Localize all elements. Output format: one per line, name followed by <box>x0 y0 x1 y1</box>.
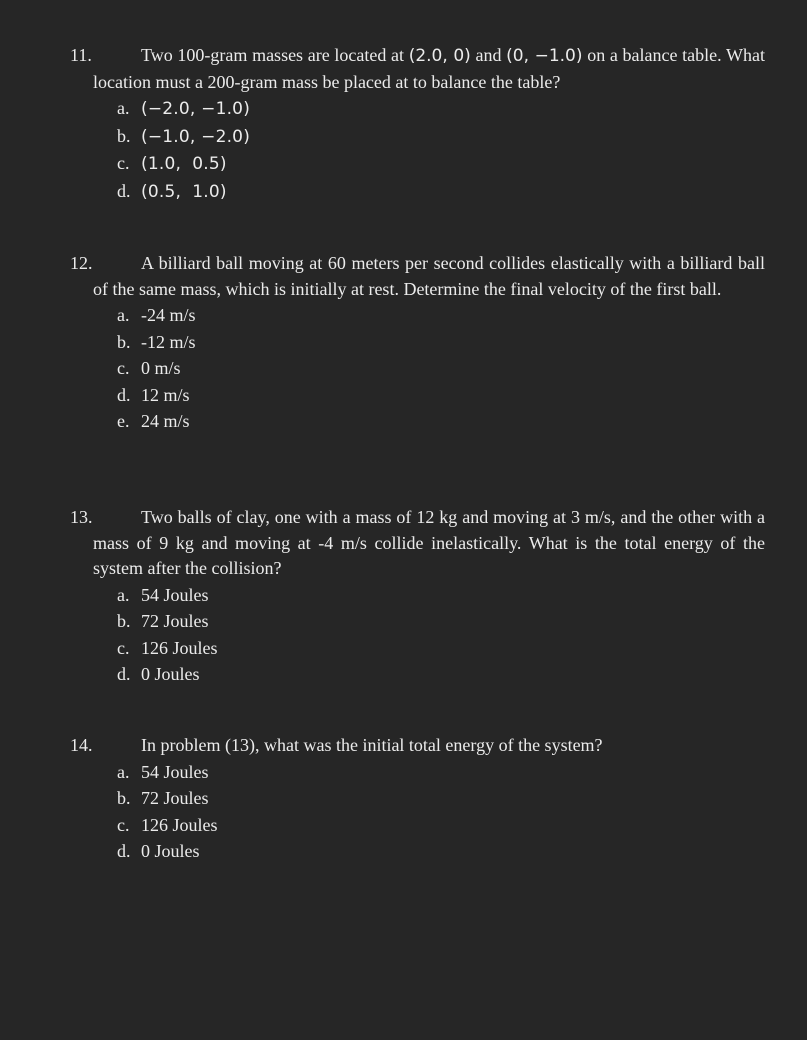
choice-letter: a. <box>117 584 130 605</box>
answer-choice-a <box>117 95 765 123</box>
choice-letter: d. <box>117 384 131 405</box>
answer-choice-c <box>117 355 765 382</box>
choice-text: 72 Joules <box>141 788 209 808</box>
choice-letter: a. <box>117 98 130 118</box>
question-text <box>70 251 765 302</box>
question-body: Two balls of clay, one with a mass of 12 kg and moving at 3 m/s, and the other with a mass of 9 kg and moving at -4 m/s collide inelastically. What is the total energy of the system after the collision? <box>93 507 765 578</box>
choice-letter: b. <box>117 331 131 352</box>
choice-letter: b. <box>117 125 131 146</box>
choice-text: -12 m/s <box>141 331 196 352</box>
question-number: 13. <box>70 507 93 527</box>
question-text-part: Two 100-gram masses are located at <box>141 45 409 65</box>
answer-choice-d <box>117 382 765 409</box>
choice-letter: d. <box>117 841 131 861</box>
choice-letter: c. <box>117 814 130 835</box>
choice-text: 24 m/s <box>141 411 190 431</box>
answer-choices <box>70 95 765 205</box>
choice-text: 0 Joules <box>141 664 200 684</box>
answer-choice-d <box>117 838 765 865</box>
question-text <box>70 733 765 759</box>
choice-text: (1.0, 0.5) <box>141 154 227 174</box>
question-11 <box>70 43 765 205</box>
choice-text: 126 Joules <box>141 814 218 835</box>
question-number: 14. <box>70 735 93 755</box>
choice-text: 0 Joules <box>141 841 200 861</box>
answer-choice-d <box>117 661 765 688</box>
choice-letter: c. <box>117 358 130 378</box>
choice-text: 54 Joules <box>141 584 209 605</box>
answer-choice-a <box>117 759 765 786</box>
choice-letter: a. <box>117 305 130 325</box>
answer-choice-b <box>117 608 765 635</box>
answer-choices <box>70 759 765 865</box>
question-number: 11. <box>70 45 92 65</box>
choice-letter: c. <box>117 153 130 173</box>
coordinate-1: (2.0, 0) <box>408 46 471 66</box>
choice-text: (−1.0, −2.0) <box>141 126 251 147</box>
choice-letter: b. <box>117 611 131 631</box>
answer-choice-c <box>117 812 765 839</box>
answer-choice-b <box>117 123 765 151</box>
choice-text: (0.5, 1.0) <box>141 181 227 202</box>
answer-choice-c <box>117 635 765 662</box>
choice-text: 126 Joules <box>141 637 218 658</box>
answer-choice-c <box>117 150 765 178</box>
choice-text: 0 m/s <box>141 358 181 378</box>
question-text-part: and <box>470 45 507 65</box>
answer-choice-e <box>117 408 765 435</box>
question-text <box>70 505 765 582</box>
choice-text: -24 m/s <box>141 305 196 325</box>
question-number: 12. <box>70 253 93 273</box>
choice-letter: e. <box>117 411 130 431</box>
coordinate-2: (0, −1.0) <box>506 46 583 66</box>
answer-choice-b <box>117 329 765 356</box>
question-13 <box>70 505 765 688</box>
answer-choice-d <box>117 178 765 206</box>
question-text-part: on a balance table. What location must a 200-gram mass be placed at to balance the table? <box>93 45 765 92</box>
choice-text: (−2.0, −1.0) <box>141 99 251 119</box>
question-14 <box>70 733 765 865</box>
answer-choice-b <box>117 785 765 812</box>
choice-letter: d. <box>117 180 131 201</box>
answer-choices <box>70 582 765 688</box>
question-12 <box>70 251 765 435</box>
choice-text: 54 Joules <box>141 761 209 782</box>
choice-letter: b. <box>117 788 131 808</box>
answer-choice-a <box>117 302 765 329</box>
question-body: In problem (13), what was the initial total energy of the system? <box>141 735 603 755</box>
question-text <box>70 43 765 95</box>
answer-choice-a <box>117 582 765 609</box>
choice-letter: c. <box>117 637 130 658</box>
answer-choices <box>70 302 765 435</box>
choice-letter: a. <box>117 761 130 782</box>
choice-text: 72 Joules <box>141 611 209 631</box>
choice-text: 12 m/s <box>141 384 190 405</box>
choice-letter: d. <box>117 664 131 684</box>
question-body: A billiard ball moving at 60 meters per second collides elastically with a billiard ball of the same mass, which is initially at rest. Determine the final velocity of the first ball. <box>93 253 765 299</box>
